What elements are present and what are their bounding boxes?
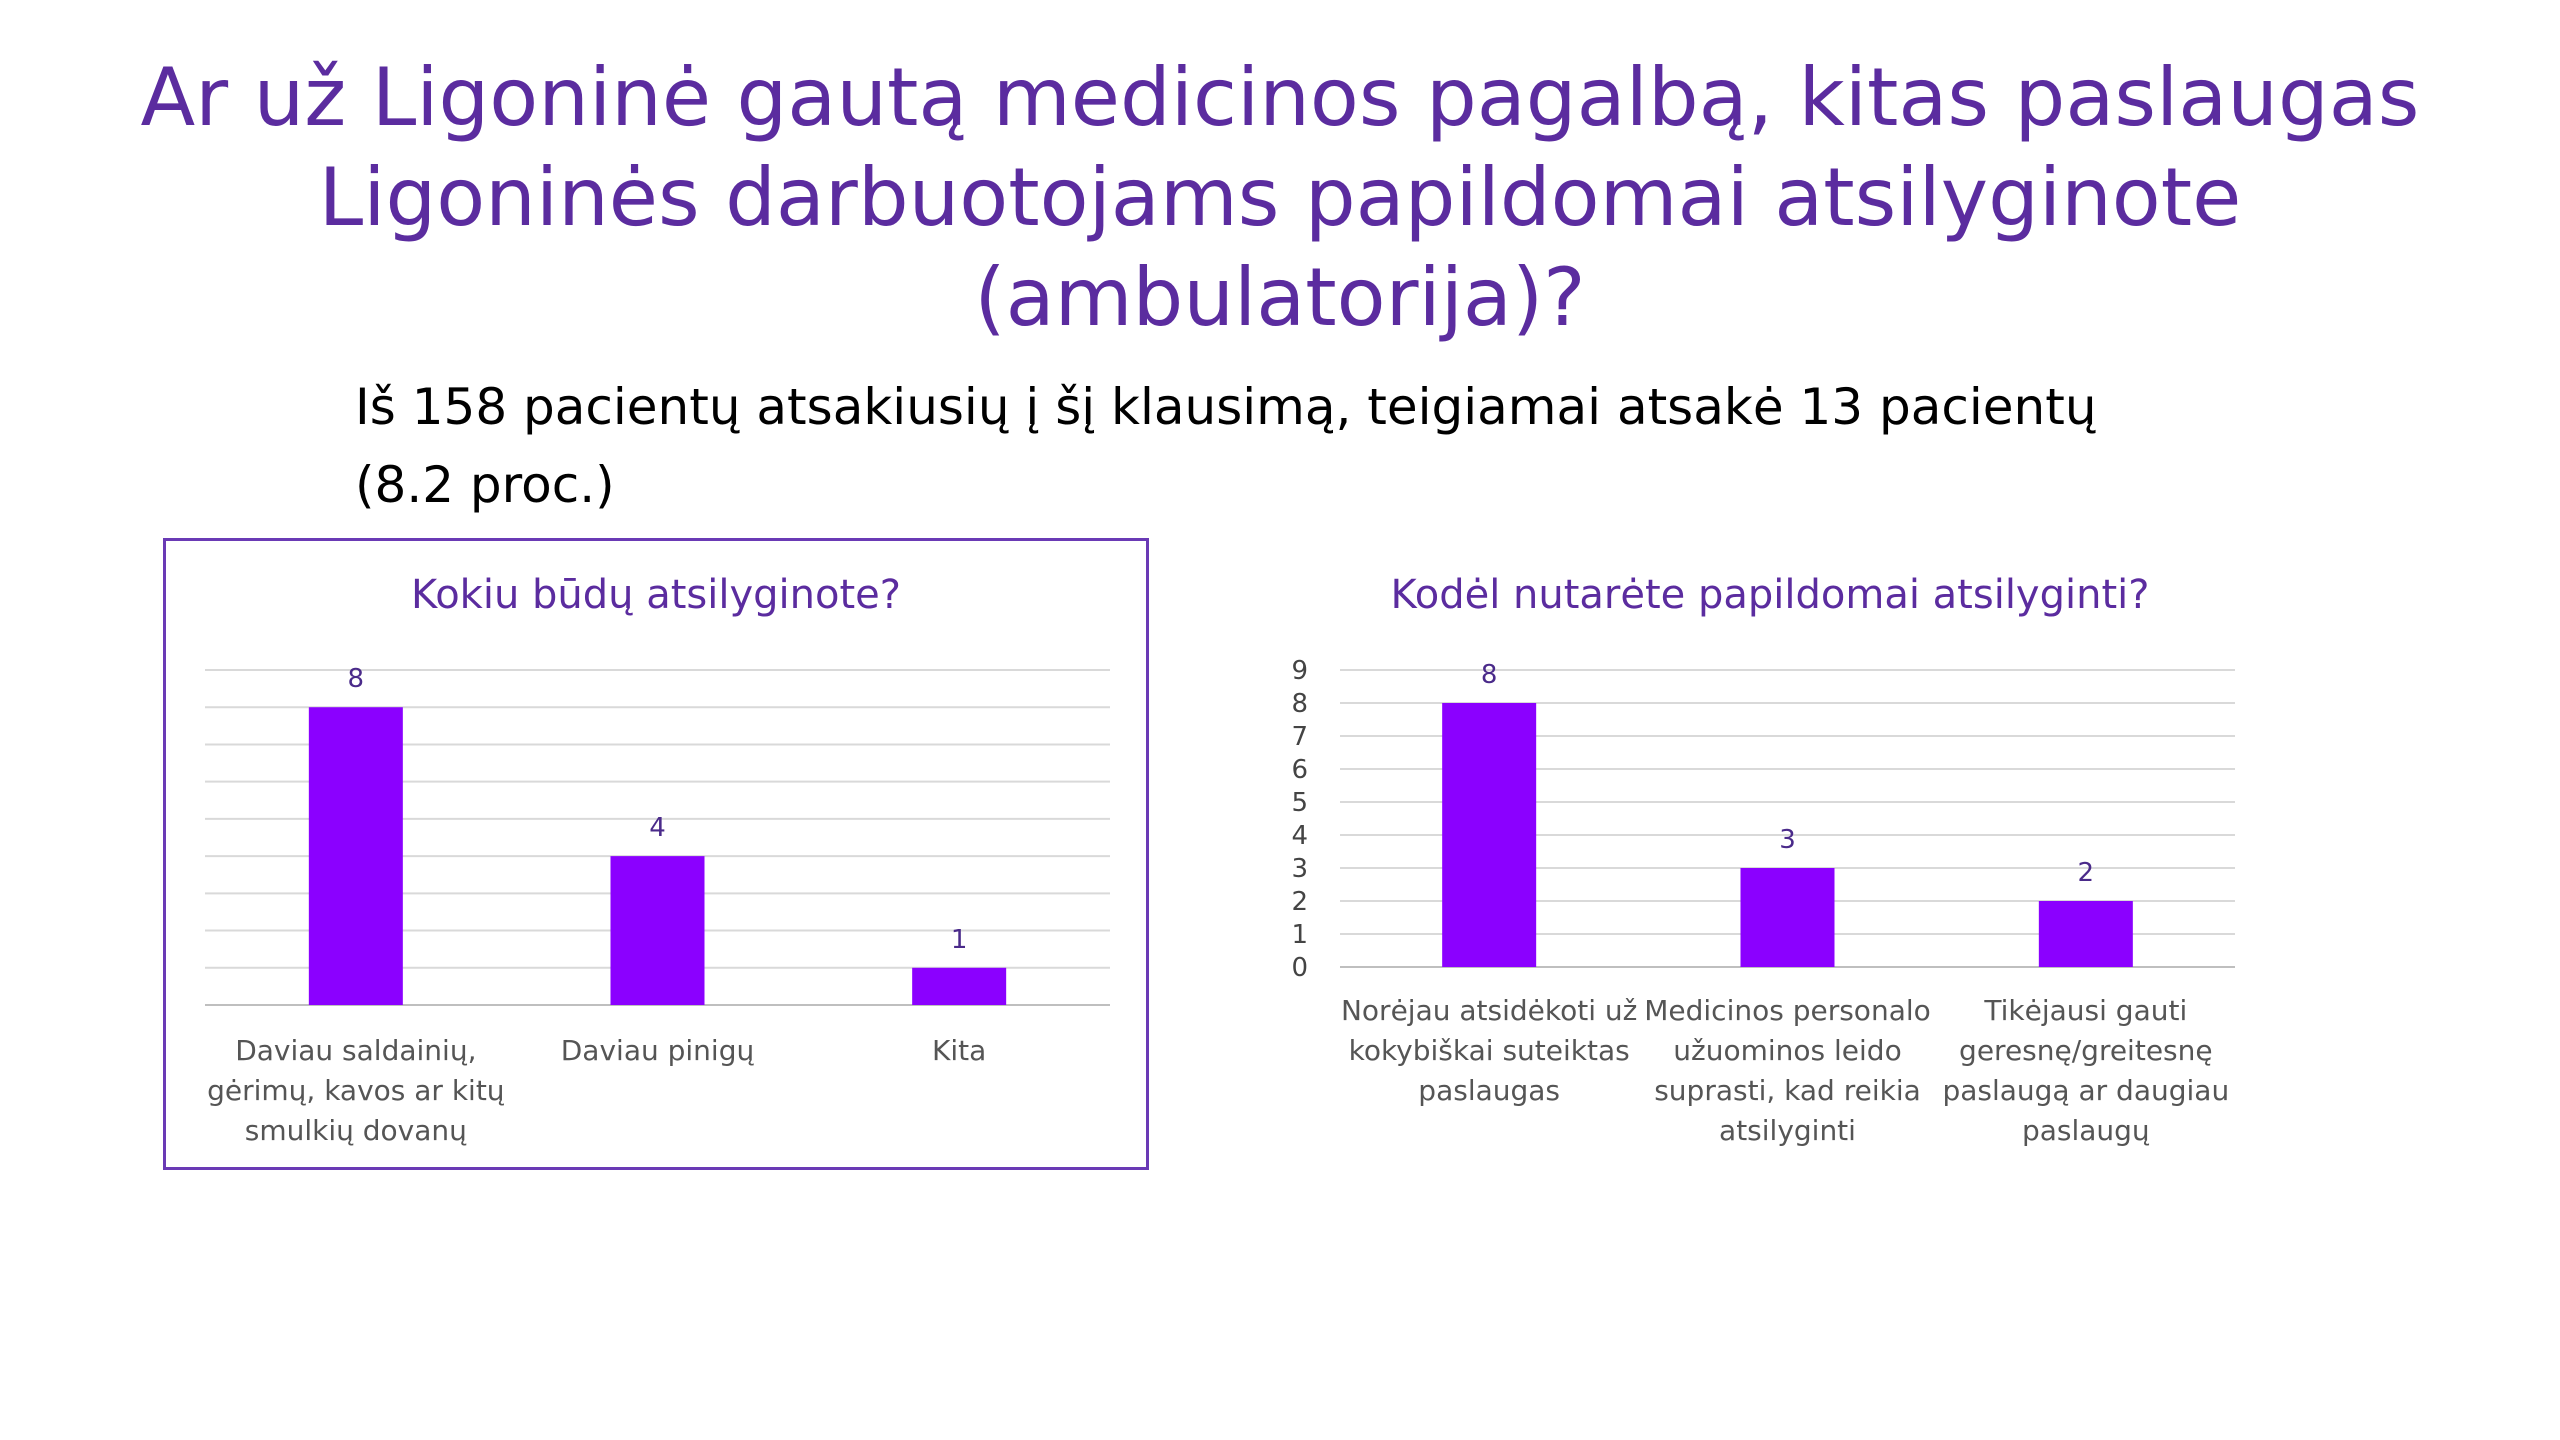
right-chart-y-tick-label: 1: [1291, 920, 1308, 950]
right-chart-data-label: 8: [1480, 660, 1498, 690]
right-chart-category-label: atsilyginti: [1719, 1114, 1856, 1147]
left-chart-data-label: 1: [950, 924, 968, 955]
slide-title-line: (ambulatorija)?: [974, 251, 1586, 344]
right-chart-category-label: Tikėjausi gauti: [1984, 994, 2188, 1027]
summary-line: Iš 158 pacientų atsakiusių į šį klausimą, teigiamai atsakė 13 pacientų: [355, 378, 2097, 436]
left-chart-category-label: gėrimų, kavos ar kitų: [207, 1074, 505, 1107]
right-chart-category-label: kokybiškai suteiktas: [1348, 1034, 1630, 1067]
right-chart-bar: [2039, 901, 2133, 967]
right-chart-category-label: paslaugą ar daugiau: [1942, 1074, 2230, 1107]
right-chart-data-label: 2: [2077, 858, 2095, 888]
right-chart-category-label: Medicinos personalo: [1644, 994, 1931, 1027]
left-chart-category-label: Kita: [932, 1034, 987, 1067]
right-chart-title: Kodėl nutarėte papildomai atsilyginti?: [1390, 572, 2150, 618]
right-chart-category-label: Norėjau atsidėkoti už: [1340, 994, 1638, 1027]
right-chart-category-label: geresnę/greitesnę: [1959, 1034, 2213, 1067]
left-chart-bar: [611, 856, 705, 1005]
left-chart-category-label: smulkių dovanų: [244, 1114, 467, 1147]
slide-title-line: Ar už Ligoninė gautą medicinos pagalbą, kitas paslaugas: [140, 51, 2420, 144]
right-chart-category-label: suprasti, kad reikia: [1654, 1074, 1921, 1107]
right-chart-bar: [1741, 868, 1835, 967]
right-chart-y-tick-label: 7: [1291, 722, 1308, 752]
right-chart-y-tick-label: 9: [1291, 656, 1308, 686]
right-chart-y-tick-label: 4: [1291, 821, 1308, 851]
right-chart-y-tick-label: 6: [1291, 755, 1308, 785]
left-chart-title: Kokiu būdų atsilyginote?: [410, 572, 902, 618]
summary-line: (8.2 proc.): [355, 456, 615, 514]
left-chart-category-label: Daviau pinigų: [560, 1034, 755, 1067]
right-chart-bar: [1442, 703, 1536, 967]
left-chart-data-label: 4: [649, 813, 666, 844]
left-chart-data-label: 8: [347, 664, 365, 695]
right-chart-data-label: 3: [1779, 825, 1796, 855]
right-chart-y-tick-label: 2: [1291, 887, 1308, 917]
right-chart-y-tick-label: 0: [1291, 953, 1308, 983]
slide-title-line: Ligoninės darbuotojams papildomai atsilyginote: [318, 151, 2242, 244]
right-chart-y-tick-label: 3: [1291, 854, 1308, 884]
left-chart-bar: [309, 707, 403, 1005]
right-chart-category-label: paslaugas: [1418, 1074, 1561, 1107]
left-chart-category-label: Daviau saldainių,: [235, 1034, 477, 1067]
right-chart-category-label: užuominos leido: [1673, 1034, 1902, 1067]
right-chart-y-tick-label: 8: [1291, 689, 1308, 719]
right-chart-y-tick-label: 5: [1291, 788, 1308, 818]
right-chart-category-label: paslaugų: [2021, 1114, 2150, 1147]
left-chart-bar: [912, 968, 1006, 1005]
